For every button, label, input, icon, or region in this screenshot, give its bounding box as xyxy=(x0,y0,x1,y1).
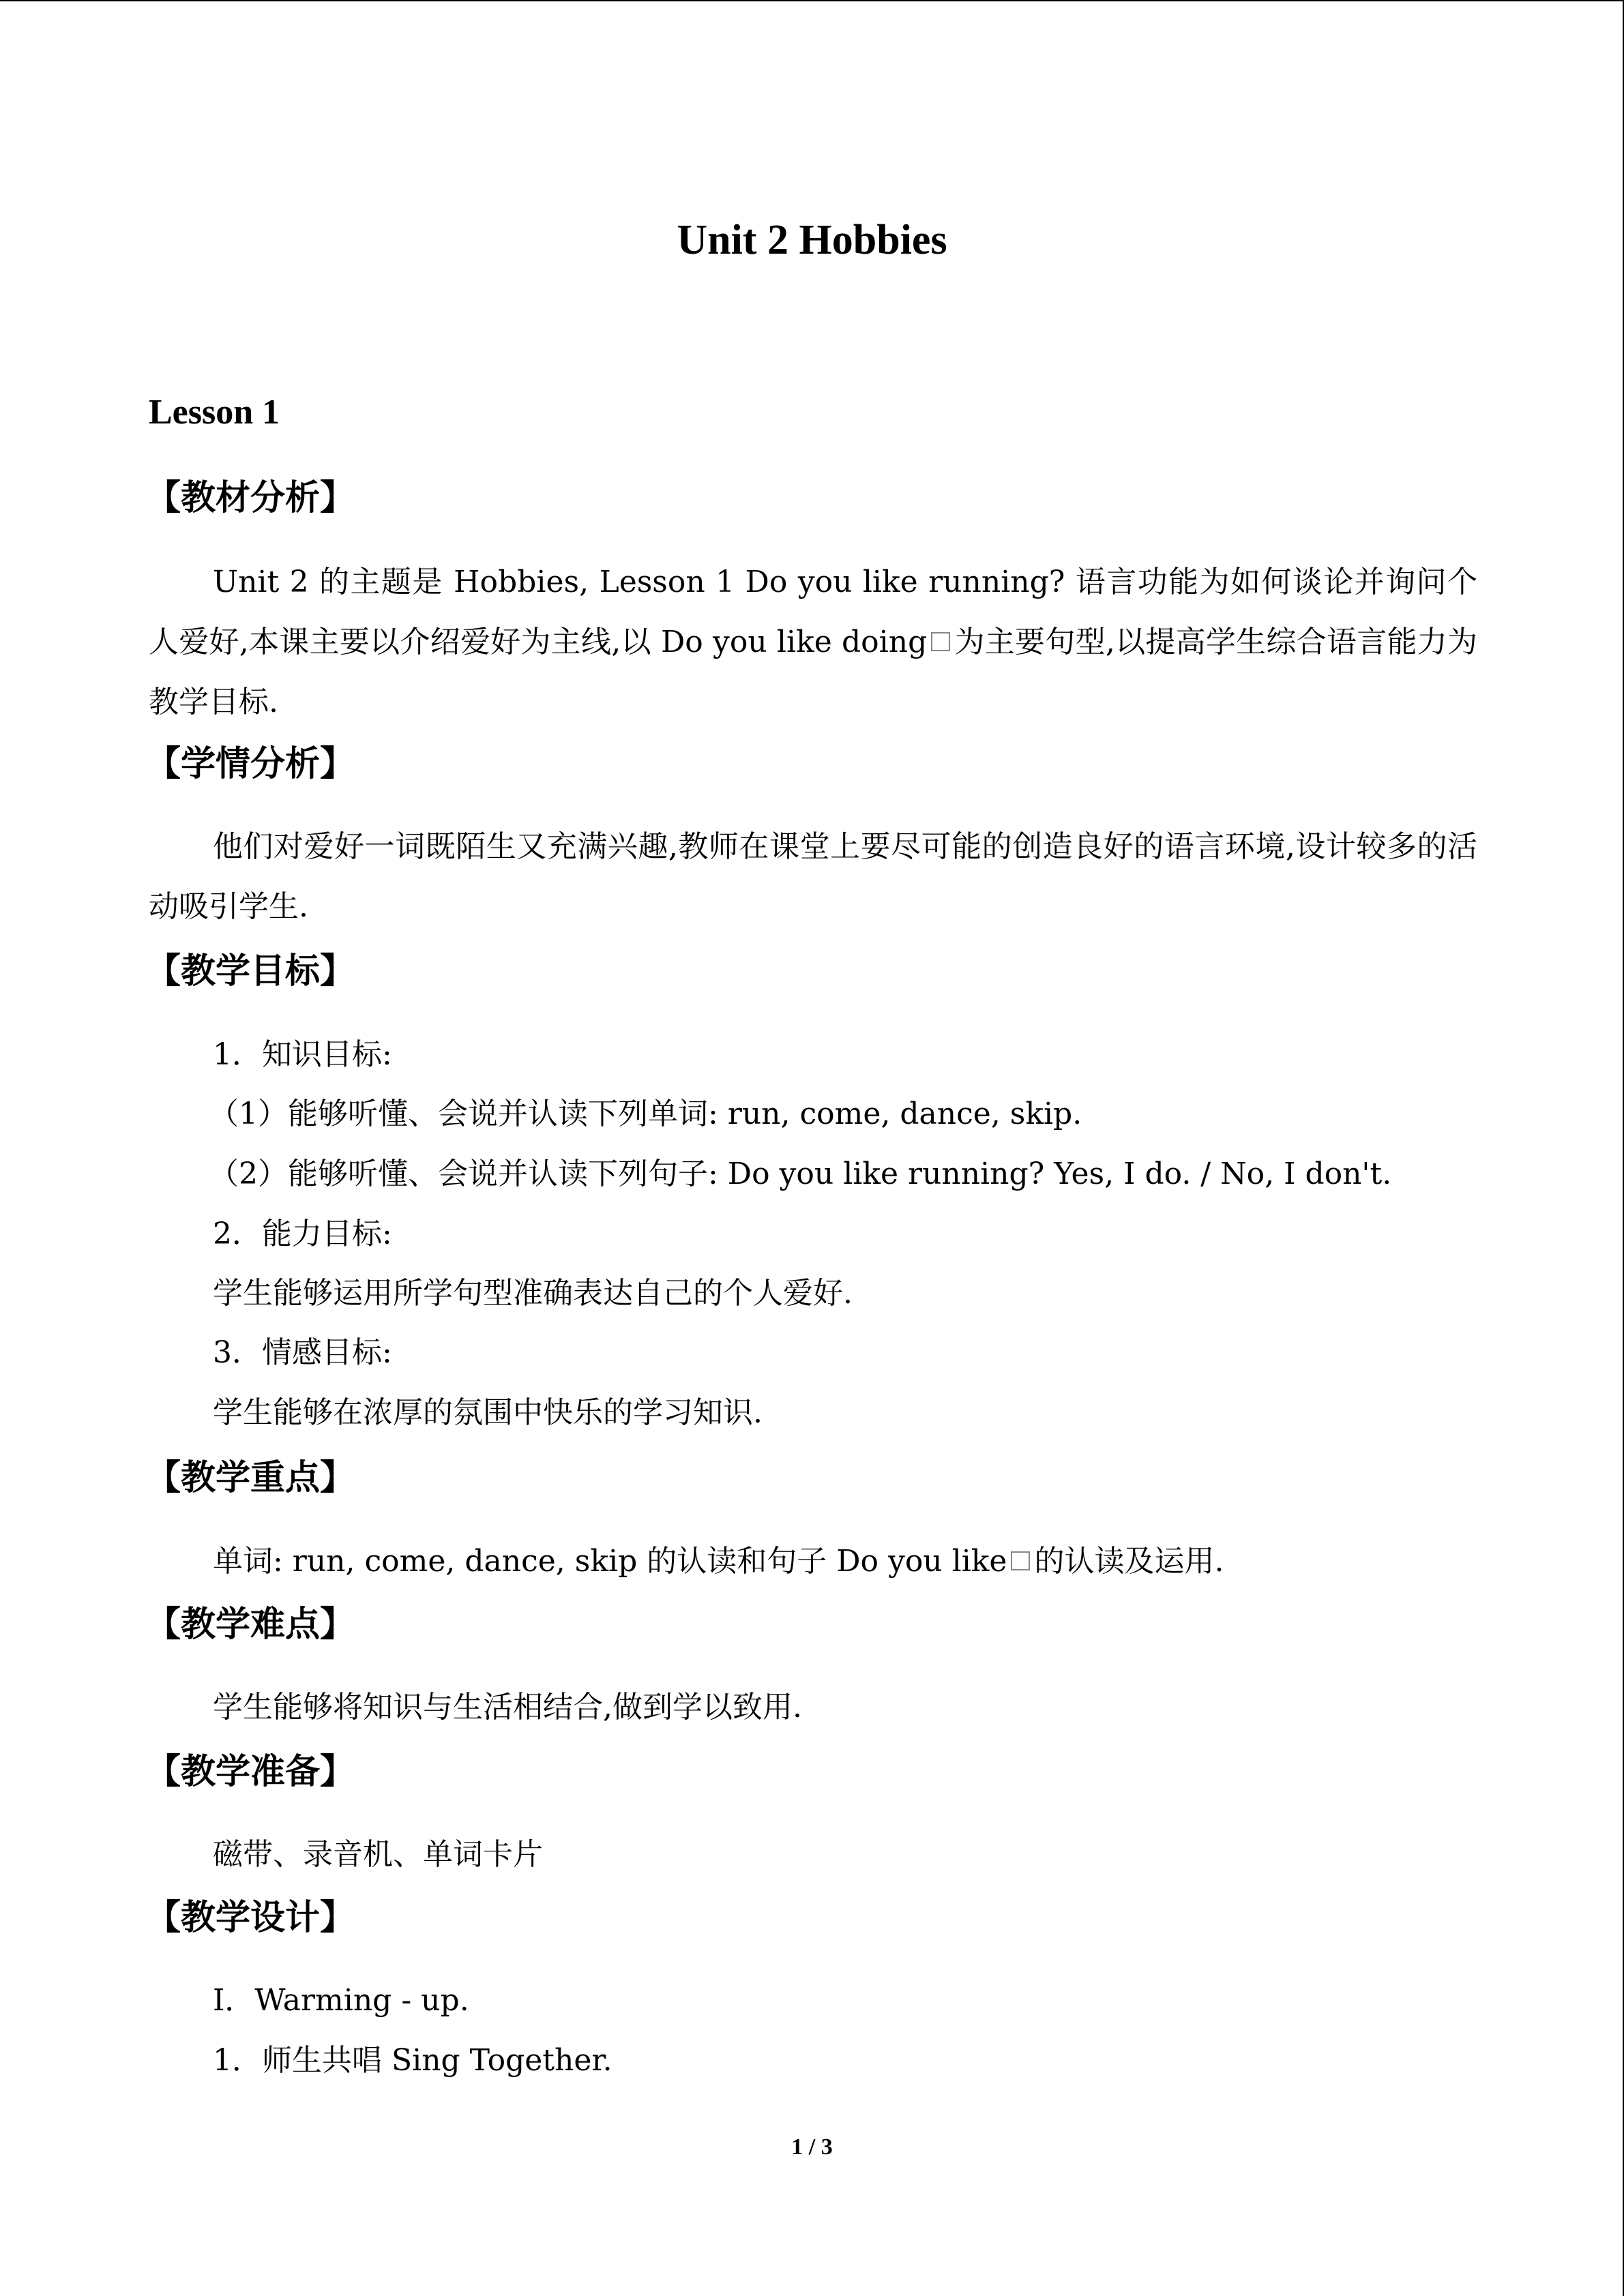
placeholder-box-icon xyxy=(1011,1551,1030,1570)
preparation-text: 磁带、录音机、单词卡片 xyxy=(213,1837,543,1872)
design-line: Ⅰ．Warming - up. xyxy=(213,1983,469,2018)
objective-line: 2．能力目标: xyxy=(213,1217,392,1251)
objective-line: 3．情感目标: xyxy=(213,1335,392,1370)
section-heading-analysis: 【教材分析】 xyxy=(146,478,355,518)
objective-line: （2）能够听懂、会说并认读下列句子: Do you like running? Yes, I do. / No, I don't. xyxy=(209,1157,1392,1191)
placeholder-box-icon xyxy=(931,632,950,651)
section-heading-design: 【教学设计】 xyxy=(146,1898,355,1938)
key-points-text-a: 单词: run, come, dance, skip 的认读和句子 Do you like xyxy=(213,1544,1007,1579)
section-heading-preparation: 【教学准备】 xyxy=(146,1752,355,1792)
objective-line: 学生能够运用所学句型准确表达自己的个人爱好. xyxy=(213,1276,853,1311)
key-points-text xyxy=(213,1541,1224,1582)
objective-line: 学生能够在浓厚的氛围中快乐的学习知识. xyxy=(213,1395,763,1430)
page-top-border xyxy=(0,0,1624,1)
objective-line: 1．知识目标: xyxy=(213,1037,392,1072)
section-heading-students: 【学情分析】 xyxy=(146,744,355,784)
analysis-paragraph xyxy=(149,552,1477,732)
lesson-title: Lesson 1 xyxy=(149,393,280,432)
analysis-text-a: Unit 2 的主题是 Hobbies, Lesson 1 Do you like running? 语言功能为如何谈论并询问个人爱好,本课主要以介绍爱好为主线,以 Do you like doing xyxy=(149,565,1477,659)
page-number: 1 / 3 xyxy=(791,2134,833,2160)
difficulties-text: 学生能够将知识与生活相结合,做到学以致用. xyxy=(213,1690,802,1725)
section-heading-difficulties: 【教学难点】 xyxy=(146,1605,355,1645)
students-paragraph: 他们对爱好一词既陌生又充满兴趣,教师在课堂上要尽可能的创造良好的语言环境,设计较多的活动吸引学生. xyxy=(149,829,1477,924)
analysis-text-b: 为主要句型,以提高学生综合语言能力为教学目标. xyxy=(149,625,1477,719)
objective-line: （1）能够听懂、会说并认读下列单词: run, come, dance, skip. xyxy=(209,1097,1082,1131)
key-points-text-b: 的认读及运用. xyxy=(1034,1544,1224,1579)
design-line: 1．师生共唱 Sing Together. xyxy=(213,2043,612,2078)
section-heading-objectives: 【教学目标】 xyxy=(146,951,355,992)
section-heading-key-points: 【教学重点】 xyxy=(146,1458,355,1498)
document-title: Unit 2 Hobbies xyxy=(677,217,947,263)
